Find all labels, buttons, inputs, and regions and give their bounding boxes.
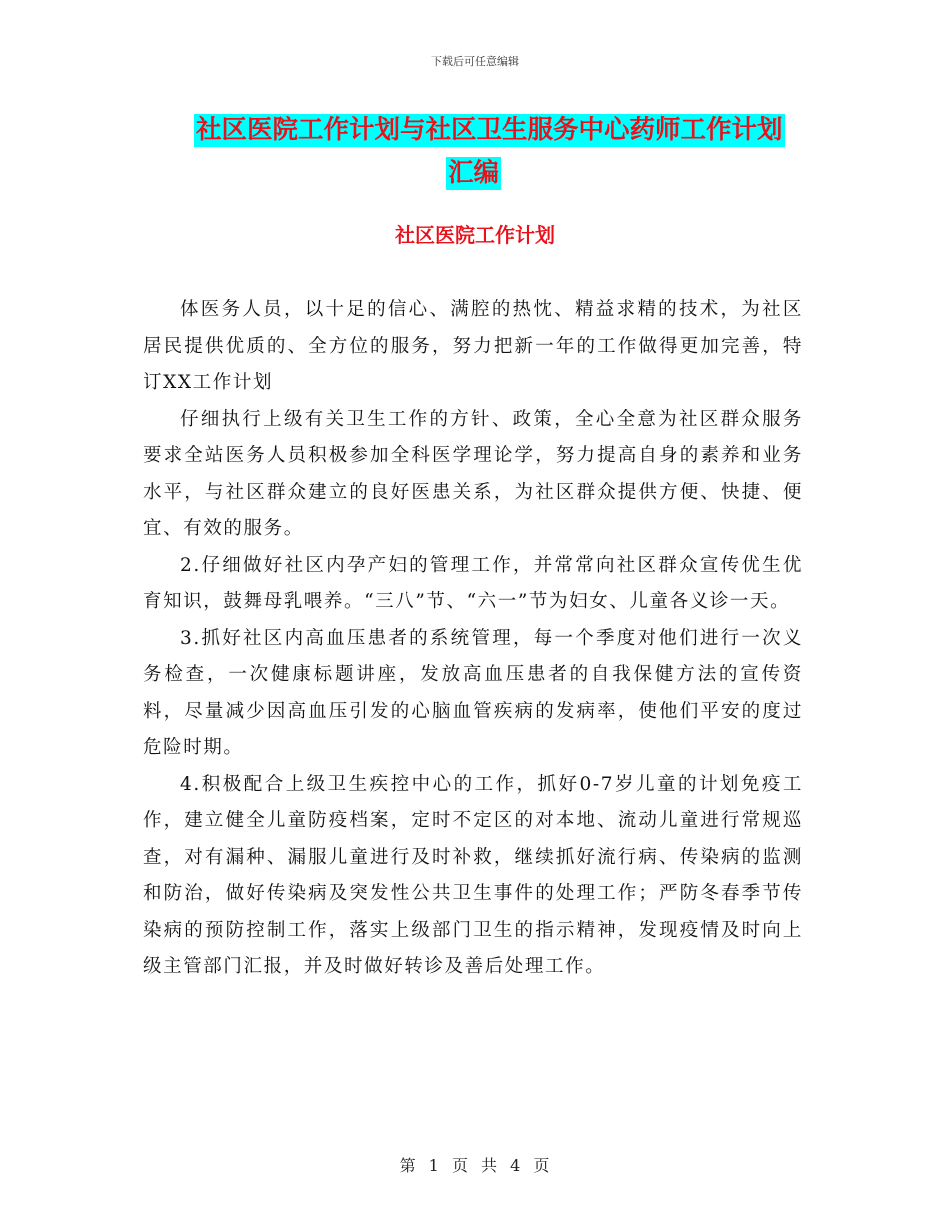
paragraph-5: 4.积极配合上级卫生疾控中心的工作，抓好0-7岁儿童的计划免疫工作，建立健全儿童防疫档案，定时不定区的对本地、流动儿童进行常规巡查，对有漏种、漏服儿童进行及时补救，继续抓好流行病、传染病的监测和防治，做好传染病及突发性公共卫生事件的处理工作；严防冬春季节传染病的预防控制工作，落实上级部门卫生的指示精神，发现疫情及时向上级主管部门汇报，并及时做好转诊及善后处理工作。 — [143, 773, 803, 977]
header-note: 下载后可任意编辑 — [431, 55, 519, 68]
paragraph-4: 3.抓好社区内高血压患者的系统管理，每一个季度对他们进行一次义务检查，一次健康标题讲座，发放高血压患者的自我保健方法的宣传资料，尽量减少因高血压引发的心脑血管疾病的发病率，使他们平安的度过危险时期。 — [143, 627, 803, 758]
document-title-line-2: 汇编 — [448, 158, 500, 188]
paragraph-2: 仔细执行上级有关卫生工作的方针、政策，全心全意为社区群众服务要求全站医务人员积极参加全科医学理论学，努力提高自身的素养和业务水平，与社区群众建立的良好医患关系，为社区群众提供方便、快捷、便宜、有效的服务。 — [143, 408, 803, 539]
document-title-line-1: 社区医院工作计划与社区卫生服务中心药师工作计划 — [196, 115, 783, 145]
paragraph-3: 2.仔细做好社区内孕产妇的管理工作，并常常向社区群众宣传优生优育知识，鼓舞母乳喂养。“三八”节、“六一”节为妇女、儿童各义诊一天。 — [143, 554, 803, 612]
page-number: 第 1 页 共 4 页 — [399, 1156, 551, 1175]
section-heading: 社区医院工作计划 — [395, 223, 555, 247]
document-body — [143, 292, 803, 986]
paragraph-1: 体医务人员，以十足的信心、满腔的热忱、精益求精的技术，为社区居民提供优质的、全方位的服务，努力把新一年的工作做得更加完善，特订XX工作计划 — [143, 299, 803, 393]
